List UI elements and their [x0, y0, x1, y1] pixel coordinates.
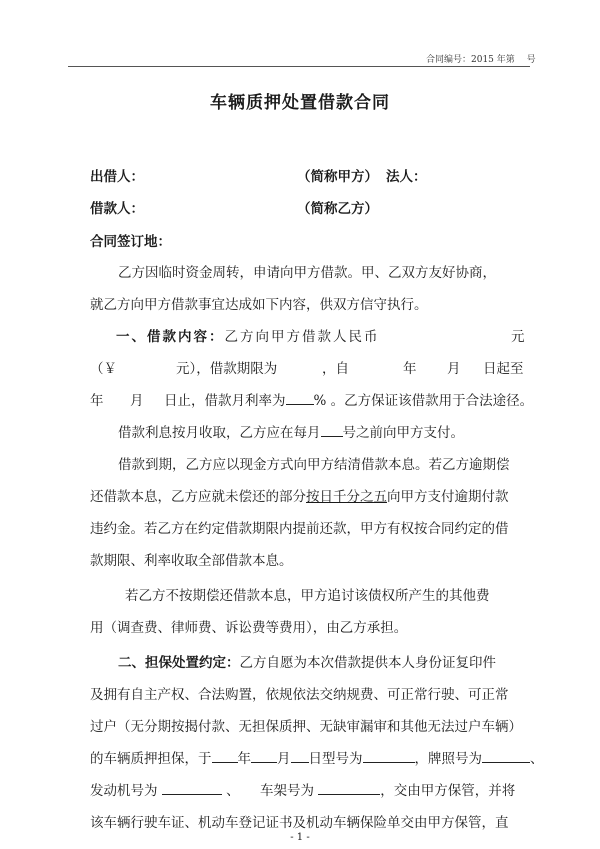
penalty-rate: 按日千分之五 — [306, 489, 387, 505]
section-2-line-2: 及拥有自主产权、合法购置，依规依法交纳规费、可正常行驶、可正常 — [90, 687, 509, 703]
section-2-line-1-text: 乙方自愿为本次借款提供本人身份证复印件 — [239, 655, 496, 671]
pledge-year-label: 年 — [237, 751, 251, 767]
intro-line-2: 就乙方向甲方借款事宜达成如下内容，供双方信守执行。 — [90, 297, 428, 313]
interest-rate-line — [164, 389, 533, 409]
header-divider — [68, 66, 530, 67]
section-2-line-5 — [90, 779, 240, 799]
interest-rate-text: 日止，借款月利率为 — [164, 393, 286, 409]
borrower-label: 借款人： — [90, 201, 144, 217]
sign-place-label: 合同签订地： — [90, 234, 171, 250]
frame-number-line — [260, 779, 515, 799]
section-2-line-4 — [90, 747, 544, 767]
engine-number-sep: 、 — [226, 783, 240, 799]
section-2-line-3: 过户（无分期按揭付款、无担保质押、无缺审漏审和其他无法过户车辆） — [90, 719, 522, 735]
frame-number-blank — [318, 782, 380, 795]
plate-number-sep: 、 — [530, 751, 544, 767]
interest-payment-line — [118, 421, 464, 441]
repayment-line-2-a: 还借款本息，乙方应就未偿还的部分 — [90, 489, 306, 505]
engine-number-label: 发动机号为 — [90, 783, 158, 799]
repayment-line-3: 违约金。若乙方在约定借款期限内提前还款，甲方有权按合同约定的借 — [90, 521, 509, 537]
section-2-line-1 — [118, 651, 496, 671]
end-month-label: 月 — [130, 393, 144, 409]
pledge-day-blank — [291, 750, 309, 763]
rmb-symbol-text: （￥ — [90, 361, 117, 377]
collection-cost-line-1: 若乙方不按期偿还借款本息，甲方追讨该债权所产生的其他费 — [125, 588, 490, 604]
from-text: ，自 — [322, 361, 349, 377]
section-2-line-6: 该车辆行驶车证、机动车登记证书及机动车辆保险单交由甲方保管，直 — [90, 815, 509, 831]
page-number: - 1 - — [290, 832, 310, 843]
document-title: 车辆质押处置借款合同 — [210, 93, 390, 113]
vehicle-model-blank — [363, 750, 415, 763]
payment-day-blank — [321, 424, 343, 437]
repayment-line-4: 款期限、利率收取全部借款本息。 — [90, 553, 293, 569]
start-day-label: 日起至 — [483, 361, 524, 377]
intro-line-1: 乙方因临时资金周转，申请向甲方借款。甲、乙双方友好协商， — [118, 265, 496, 281]
interest-payment-tail: 号之前向甲方支付。 — [342, 425, 464, 441]
end-year-label: 年 — [90, 393, 104, 409]
lender-label: 出借人： — [90, 169, 144, 185]
start-year-label: 年 — [403, 361, 417, 377]
plate-number-label: ，牌照号为 — [414, 751, 482, 767]
loan-term-text: 元），借款期限为 — [176, 361, 278, 377]
frame-number-label: 车架号为 — [260, 783, 314, 799]
interest-rate-tail: % 。乙方保证该借款用于合法途径。 — [313, 393, 534, 409]
interest-rate-blank — [286, 392, 314, 405]
plate-number-blank — [482, 750, 530, 763]
repayment-line-2-c: 向甲方支付逾期付款 — [387, 489, 509, 505]
legal-rep-label: 法人： — [386, 169, 427, 185]
frame-number-tail: ，交由甲方保管，并将 — [380, 783, 516, 799]
section-1-line-1 — [116, 325, 380, 345]
loan-amount-text: 乙方向甲方借款人民币 — [224, 329, 380, 345]
pledge-month-blank — [251, 750, 277, 763]
repayment-line-1: 借款到期，乙方应以现金方式向甲方结清借款本息。若乙方逾期偿 — [118, 457, 510, 473]
vehicle-model-label: 日型号为 — [308, 751, 363, 767]
pledge-date-text: 的车辆质押担保，于 — [90, 751, 212, 767]
interest-payment-text: 借款利息按月收取，乙方应在每月 — [118, 425, 321, 441]
collection-cost-line-2: 用（调查费、律师费、诉讼费等费用），由乙方承担。 — [90, 620, 408, 636]
repayment-line-2 — [90, 485, 509, 505]
section-2-heading: 二、担保处置约定： — [118, 655, 240, 671]
loan-amount-unit: 元 — [511, 329, 525, 345]
section-1-heading: 一、借款内容： — [116, 329, 225, 345]
pledge-month-label: 月 — [277, 751, 291, 767]
borrower-abbr: （简称乙方） — [297, 201, 378, 217]
contract-number: 合同编号：2015 年第 号 — [426, 55, 536, 65]
pledge-year-blank — [212, 750, 238, 763]
engine-number-blank — [162, 782, 222, 795]
start-month-label: 月 — [447, 361, 461, 377]
lender-abbr: （简称甲方） — [297, 169, 378, 185]
